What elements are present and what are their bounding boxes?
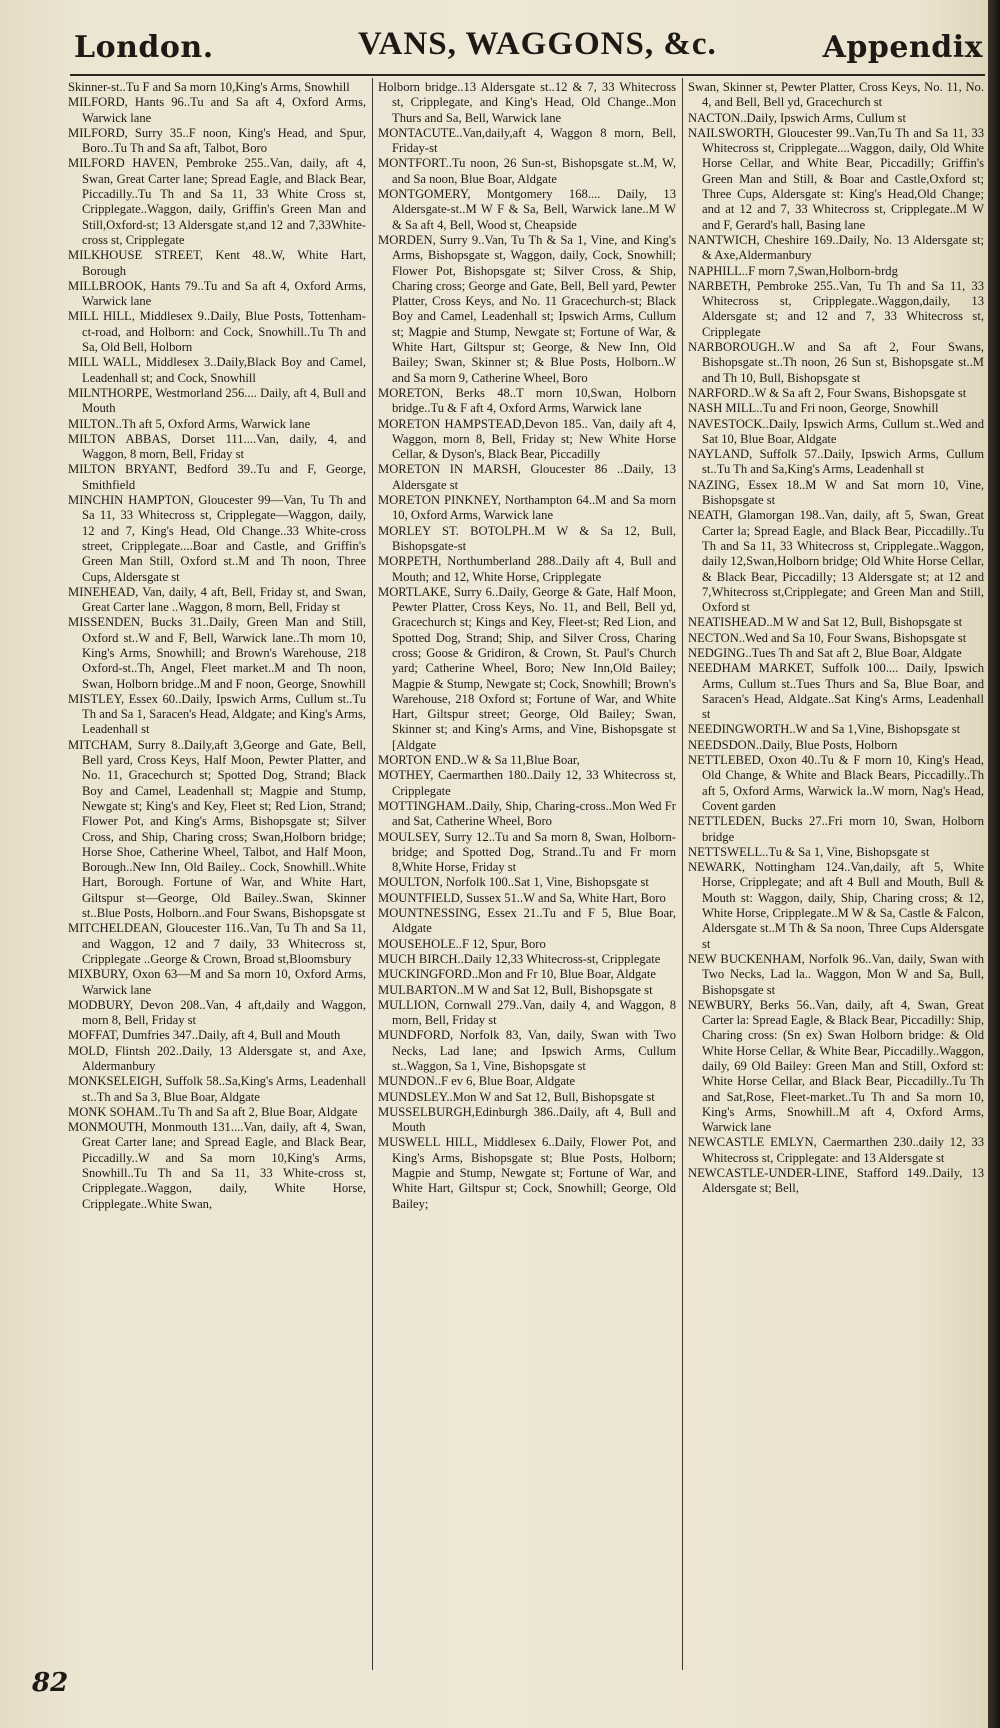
directory-entry: NACTON..Daily, Ipswich Arms, Cullum st [688,110,906,125]
directory-entry: NETTSWELL..Tu & Sa 1, Vine, Bishopsgate st [688,844,930,859]
column-divider [682,78,683,1670]
directory-entry: MITCHELDEAN, Gloucester 116..Van, Tu Th and Sa 11, and Waggon, 12 and 7 daily, 33 Whitecross st, Cripplegate ..George & Crown, Broad st,Bloomsbury [68,921,366,966]
column-divider [372,78,373,1670]
directory-entry: NARFORD..W & Sa aft 2, Four Swans, Bishopsgate st [688,385,967,400]
directory-entry: MULLION, Cornwall 279..Van, daily 4, and Waggon, 8 morn, Bell, Friday st [378,997,676,1028]
directory-entry: MILFORD, Hants 96..Tu and Sa aft 4, Oxford Arms, Warwick lane [68,95,366,125]
book-spine [988,0,1000,1728]
directory-entry: MULBARTON..M W and Sat 12, Bull, Bishopsgate st [378,982,653,997]
directory-entry: NEDGING..Tues Th and Sat aft 2, Blue Boar, Aldgate [688,645,962,660]
directory-entry: MILTON ABBAS, Dorset 111....Van, daily, 4, and Waggon, 8 morn, Bell, Friday st [68,431,366,462]
directory-entry: MILNTHORPE, Westmorland 256.... Daily, aft 4, Bull and Mouth [68,385,366,416]
directory-entry: MORPETH, Northumberland 288..Daily aft 4, Bull and Mouth; and 12, White Horse, Cripplegate [378,554,676,584]
directory-entry: MISSENDEN, Bucks 31..Daily, Green Man and Still, Oxford st..W and F, Bell, Warwick lane..Th morn 10, King's Arms, Snowhill; and Brown's Warehouse, 218 Oxford-st..Th, Angel, Fleet market..M and Th noon, Swan, Holborn bridge..M and F noon, George, Snowhill [68,615,366,691]
directory-entry: MONKSELEIGH, Suffolk 58..Sa,King's Arms, Leadenhall st..Th and Sa 3, Blue Boar, Aldgate [68,1074,366,1104]
directory-entry: MIXBURY, Oxon 63—M and Sa morn 10, Oxford Arms, Warwick lane [68,967,366,997]
directory-entry: NETTLEBED, Oxon 40..Tu & F morn 10, King's Head, Old Change, & White and Black Bears, Piccadilly..Th aft 5, Oxford Arms, Warwick la..W morn, Nag's Head, Covent garden [688,753,984,813]
directory-entry: MILFORD, Surry 35..F noon, King's Head, and Spur, Boro..Tu Th and Sa aft, Talbot, Boro [68,125,366,156]
directory-entry: MUCH BIRCH..Daily 12,33 Whitecross-st, Cripplegate [378,951,661,966]
directory-entry: MINCHIN HAMPTON, Gloucester 99—Van, Tu Th and Sa 11, 33 Whitecross st, Cripplegate—Waggon, daily, 12 and 7, King's Head, Old Change..33 White-cross street, Cripplegate....Boar and Castle, and Griffin's Green Man Still, Oxford st..M and Th noon, Three Cups, Aldersgate st [68,493,366,584]
directory-entry: NEEDSDON..Daily, Blue Posts, Holborn [688,737,898,752]
directory-entry: MUNDON..F ev 6, Blue Boar, Aldgate [378,1074,576,1089]
directory-entry: MOULTON, Norfolk 100..Sat 1, Vine, Bishopsgate st [378,875,649,890]
directory-entry: MOLD, Flintsh 202..Daily, 13 Aldersgate st, and Axe, Aldermanbury [68,1043,366,1073]
directory-entry: MINEHEAD, Van, daily, 4 aft, Bell, Friday st, and Swan, Great Carter lane ..Waggon, 8 morn, Bell, Friday st [68,584,366,615]
directory-entry: MILKHOUSE STREET, Kent 48..W, White Hart, Borough [68,248,366,278]
directory-entry: MORDEN, Surry 9..Van, Tu Th & Sa 1, Vine, and King's Arms, Bishopsgate st, Waggon, daily, Cock, Snowhill; Flower Pot, Bishopsgate st; Silver Cross, & Ship, Charing cross; George and Gate, Bell, Bell yard, Pewter Platter, Cross Keys, and No. 11 Gracechurch-st; Black Boy and Camel, Leadenhall st; Ipswich Arms, Cullum st; Magpie and Stump, Newgate st; Fortune of War, & White Hart, Giltspur st; George, & New Inn, Old Bailey; Swan, Skinner st; & Blue Posts, Holborn..W and Sa morn 9, Catherine Wheel, Boro [378,232,676,385]
column-2 [378,80,676,1670]
column-3 [688,80,984,1670]
directory-entry: MUCKINGFORD..Mon and Fr 10, Blue Boar, Aldgate [378,967,656,982]
directory-entry: MORETON HAMPSTEAD,Devon 185.. Van, daily aft 4, Waggon, morn 8, Bell, Friday st; New White Horse Cellar, & Dyson's, Black Bear, Piccadilly [378,416,676,462]
directory-entry: MUSWELL HILL, Middlesex 6..Daily, Flower Pot, and King's Arms, Bishopsgate st; Blue Posts, Holborn; Magpie and Stump, Newgate st; Fortune of War, and White Hart, Giltspur st; Cock, Snowhill; George, Old Bailey; [378,1135,676,1211]
directory-entry: NEWBURY, Berks 56..Van, daily, aft 4, Swan, Great Carter la: Spread Eagle, & Black Bear, Piccadilly: Ship, Charing cross: (Sn ex) Swan Holborn bridge: & Old White Horse Cellar, & White Bear, Piccadilly..Waggon, daily, 69 Old Bailey: Green Man and Still, Oxford st: White Horse Cellar, and Black Bear, Piccadilly..Tu Th and Sat,Rose, Fleet-market..Tu Th and Sa morn 10, King's Arms, Snowhill..M aft 4, Oxford Arms, Warwick lane [688,997,984,1135]
directory-entry: MORETON, Berks 48..T morn 10,Swan, Holborn bridge..Tu & F aft 4, Oxford Arms, Warwick lane [378,385,676,416]
directory-entry: NASH MILL..Tu and Fri noon, George, Snowhill [688,401,939,416]
directory-entry: Holborn bridge..13 Aldersgate st..12 & 7, 33 Whitecross st, Cripplegate, and King's Head, Old Change..Mon Thurs and Sa, Bell, Warwick lane [378,80,676,125]
directory-entry: MUNDSLEY..Mon W and Sat 12, Bull, Bishopsgate st [378,1089,655,1104]
directory-entry: MONK SOHAM..Tu Th and Sa aft 2, Blue Boar, Aldgate [68,1104,358,1119]
directory-entry: NAVESTOCK..Daily, Ipswich Arms, Cullum st..Wed and Sat 10, Blue Boar, Aldgate [688,416,984,446]
directory-entry: MOUSEHOLE..F 12, Spur, Boro [378,936,546,951]
directory-entry: NEW BUCKENHAM, Norfolk 96..Van, daily, Swan with Two Necks, Lad la.. Waggon, Mon W and Sa, Bull, Bishopsgate st [688,951,984,997]
directory-entry: MOUNTFIELD, Sussex 51..W and Sa, White Hart, Boro [378,890,666,905]
directory-entry: MILTON..Th aft 5, Oxford Arms, Warwick lane [68,416,311,431]
directory-entry: NEWCASTLE EMLYN, Caermarthen 230..daily 12, 33 Whitecross st, Cripplegate: and 13 Aldersgate st [688,1135,984,1165]
directory-entry: MOUNTNESSING, Essex 21..Tu and F 5, Blue Boar, Aldgate [378,906,676,936]
directory-entry: MONMOUTH, Monmouth 131....Van, daily, aft 4, Swan, Great Carter lane; and Spread Eagle, and Black Bear, Piccadilly..W and Sa morn 10,King's Arms, Snowhill..Tu Th and Sa 11, 33 White-cross st, Cripplegate..Waggon, daily, White Horse, Cripplegate..White Swan, [68,1120,366,1211]
directory-entry: NEEDINGWORTH..W and Sa 1,Vine, Bishopsgate st [688,722,961,737]
header-left: London. [74,30,214,65]
column-1 [68,80,366,1670]
directory-entry: MUNDFORD, Norfolk 83, Van, daily, Swan with Two Necks, Lad lane; and Ipswich Arms, Cullum st..Waggon, Sa 1, Vine, Bishopsgate st [378,1028,676,1073]
directory-entry: MOTTINGHAM..Daily, Ship, Charing-cross..Mon Wed Fr and Sat, Catherine Wheel, Boro [378,798,676,829]
directory-entry: MILFORD HAVEN, Pembroke 255..Van, daily, aft 4, Swan, Great Carter lane; Spread Eagle, and Black Bear, Piccadilly..Tu Th and Sa 11, 33 White Cross st, Cripplegate..Waggon, daily, Griffin's Green Man and Still,Oxford-st; 13 Aldersgate st,and 12 and 7,33White-cross st, Cripplegate [68,156,366,247]
directory-entry: NAYLAND, Suffolk 57..Daily, Ipswich Arms, Cullum st..Tu Th and Sa,King's Arms, Leadenhall st [688,447,984,477]
directory-entry: NAZING, Essex 18..M W and Sat morn 10, Vine, Bishopsgate st [688,477,984,508]
directory-entry: MOTHEY, Caermarthen 180..Daily 12, 33 Whitecross st, Cripplegate [378,768,676,798]
directory-entry: MORETON PINKNEY, Northampton 64..M and Sa morn 10, Oxford Arms, Warwick lane [378,493,676,523]
page-number: 82 [32,1668,69,1698]
directory-entry: Swan, Skinner st, Pewter Platter, Cross Keys, No. 11, No. 4, and Bell, Bell yd, Gracechurch st [688,80,984,110]
running-header [70,26,985,76]
directory-entry: NARBOROUGH..W and Sa aft 2, Four Swans, Bishopsgate st..Th noon, 26 Sun st, Bishopsgate st..M and Th 10, Bull, Bishopsgate st [688,340,984,385]
directory-entry: MITCHAM, Surry 8..Daily,aft 3,George and Gate, Bell, Bell yard, Cross Keys, Half Moon, Pewter Platter, and No. 11, Gracechurch st; Spotted Dog, Strand; Black Boy and Camel, Leadenhall st; Magpie and Stump, Newgate st; King's and Key, Fleet st; Red Lion, Strand; Flower Pot, and King's Arms, Bishopsgate st; Silver Cross, and Ship, Charing cross; Swan,Holborn bridge; Horse Shoe, Catherine Wheel, Talbot, and Half Moon, Borough..New Inn, Old Bailey.. Cock, Snowhill..White Hart, Borough. Fortune of War, and White Hart, Giltspur st—George, Old Bailey..Swan, Skinner st..Blue Posts, Holborn..and Four Swans, Bishopsgate st [68,737,366,921]
directory-entry: MILTON BRYANT, Bedford 39..Tu and F, George, Smithfield [68,462,366,492]
directory-entry: Skinner-st..Tu F and Sa morn 10,King's Arms, Snowhill [68,80,350,94]
directory-entry: MUSSELBURGH,Edinburgh 386..Daily, aft 4, Bull and Mouth [378,1104,676,1135]
directory-entry: NEATISHEAD..M W and Sat 12, Bull, Bishopsgate st [688,615,963,630]
directory-entry: MORTLAKE, Surry 6..Daily, George & Gate, Half Moon, Pewter Platter, Cross Keys, No. 11, and Bell, Bell yd, Gracechurch st; Kings and Key, Fleet-st; Red Lion, and Spotted Dog, Strand; Ship, and Silver Cross, Charing cross; Goose & Gridiron, & Crown, St. Paul's Church yard; Catherine Wheel, Boro; New Inn,Old Bailey; Magpie & Stump, Newgate st; Cock, Snowhill; Brown's Warehouse, 218 Oxford st; Fortune of War, and White Hart, Giltspur street; George, Old Bailey; Swan, Skinner st; and King's Arms, and Vine, Bishopsgate st [Aldgate [378,584,676,752]
directory-entry: MODBURY, Devon 208..Van, 4 aft,daily and Waggon, morn 8, Bell, Friday st [68,997,366,1028]
directory-entry: NEEDHAM MARKET, Suffolk 100.... Daily, Ipswich Arms, Cullum st..Tues Thurs and Sa, Blue Boar, and Saracen's Head, Aldgate..Sat King's Arms, Leadenhall st [688,661,984,722]
directory-entry: MILL WALL, Middlesex 3..Daily,Black Boy and Camel, Leadenhall st; and Cock, Snowhill [68,355,366,385]
directory-entry: NARBETH, Pembroke 255..Van, Tu Th and Sa 11, 33 Whitecross st, Cripplegate..Waggon,daily, 13 Aldersgate st; and 12 and 7, 33 Whitecross st, Cripplegate [688,278,984,339]
directory-entry: MILL HILL, Middlesex 9..Daily, Blue Posts, Tottenham-ct-road, and Holborn: and Cock, Snowhill..Tu Th and Sa, Old Bell, Holborn [68,309,366,355]
directory-entry: MORLEY ST. BOTOLPH..M W & Sa 12, Bull, Bishopsgate-st [378,523,676,553]
page-title: VANS, WAGGONS, &c. [358,26,717,62]
directory-entry: MORETON IN MARSH, Gloucester 86 ..Daily, 13 Aldersgate st [378,462,676,492]
directory-entry: MOULSEY, Surry 12..Tu and Sa morn 8, Swan, Holborn-bridge; and Spotted Dog, Strand..Tu and Fr morn 8,White Horse, Friday st [378,829,676,875]
directory-entry: MORTON END..W & Sa 11,Blue Boar, [378,753,580,768]
header-right: Appendix [822,30,983,65]
directory-entry: NETTLEDEN, Bucks 27..Fri morn 10, Swan, Holborn bridge [688,814,984,844]
directory-entry: NAPHILL..F morn 7,Swan,Holborn-brdg [688,263,898,278]
directory-entry: MONTGOMERY, Montgomery 168.... Daily, 13 Aldersgate-st..M W F & Sa, Bell, Warwick lane..M W & Sa aft 4, Bell, Wood st, Cheapside [378,187,676,232]
directory-entry: NEWARK, Nottingham 124..Van,daily, aft 5, White Horse, Cripplegate; and aft 4 Bull and Mouth, Bull & Mouth st: Waggon, daily, Ship, Charing cross; & 12, White Horse, Cripplegate..M W & Sa, Castle & Falcon, Aldersgate st..M Th & Sa noon, Three Cups Aldersgate st [688,860,984,951]
directory-entry: MILLBROOK, Hants 79..Tu and Sa aft 4, Oxford Arms, Warwick lane [68,278,366,309]
directory-entry: NECTON..Wed and Sa 10, Four Swans, Bishopsgate st [688,630,967,645]
directory-entry: MOFFAT, Dumfries 347..Daily, aft 4, Bull and Mouth [68,1028,341,1043]
directory-entry: MONTACUTE..Van,daily,aft 4, Waggon 8 morn, Bell, Friday-st [378,125,676,156]
directory-entry: NANTWICH, Cheshire 169..Daily, No. 13 Aldersgate st; & Axe,Aldermanbury [688,232,984,263]
directory-entry: MISTLEY, Essex 60..Daily, Ipswich Arms, Cullum st..Tu Th and Sa 1, Saracen's Head, Aldgate; and King's Arms, Leadenhall st [68,691,366,737]
directory-entry: NEATH, Glamorgan 198..Van, daily, aft 5, Swan, Great Carter la; Spread Eagle, and Black Bear, Piccadilly..Tu Th and Sa 11, 33 Whitecross st, Cripplegate..Waggon, daily 12,Swan,Holborn bridge; Old White Horse Cellar, & Black Bear, Piccadilly; 13 Aldersgate st; at 12 and 7,Whitecross st,Cripplegate; and Green Man and Still, Oxford st [688,508,984,615]
directory-entry: NEWCASTLE-UNDER-LINE, Stafford 149..Daily, 13 Aldersgate st; Bell, [688,1166,984,1196]
directory-entry: NAILSWORTH, Gloucester 99..Van,Tu Th and Sa 11, 33 Whitecross st, Cripplegate....Waggon, daily, Old White Horse Cellar, and White Bear, Piccadilly; Griffin's Green Man and Still, & Boar and Castle,Oxford st; Three Cups, Aldersgate st: King's Head,Old Change; and at 12 and 7, 33 Whitecross st, Cripplegate..M W and F, Gerard's hall, Basing lane [688,125,984,232]
directory-entry: MONTFORT..Tu noon, 26 Sun-st, Bishopsgate st..M, W, and Sa noon, Blue Boar, Aldgate [378,156,676,186]
header-rule [70,74,985,76]
